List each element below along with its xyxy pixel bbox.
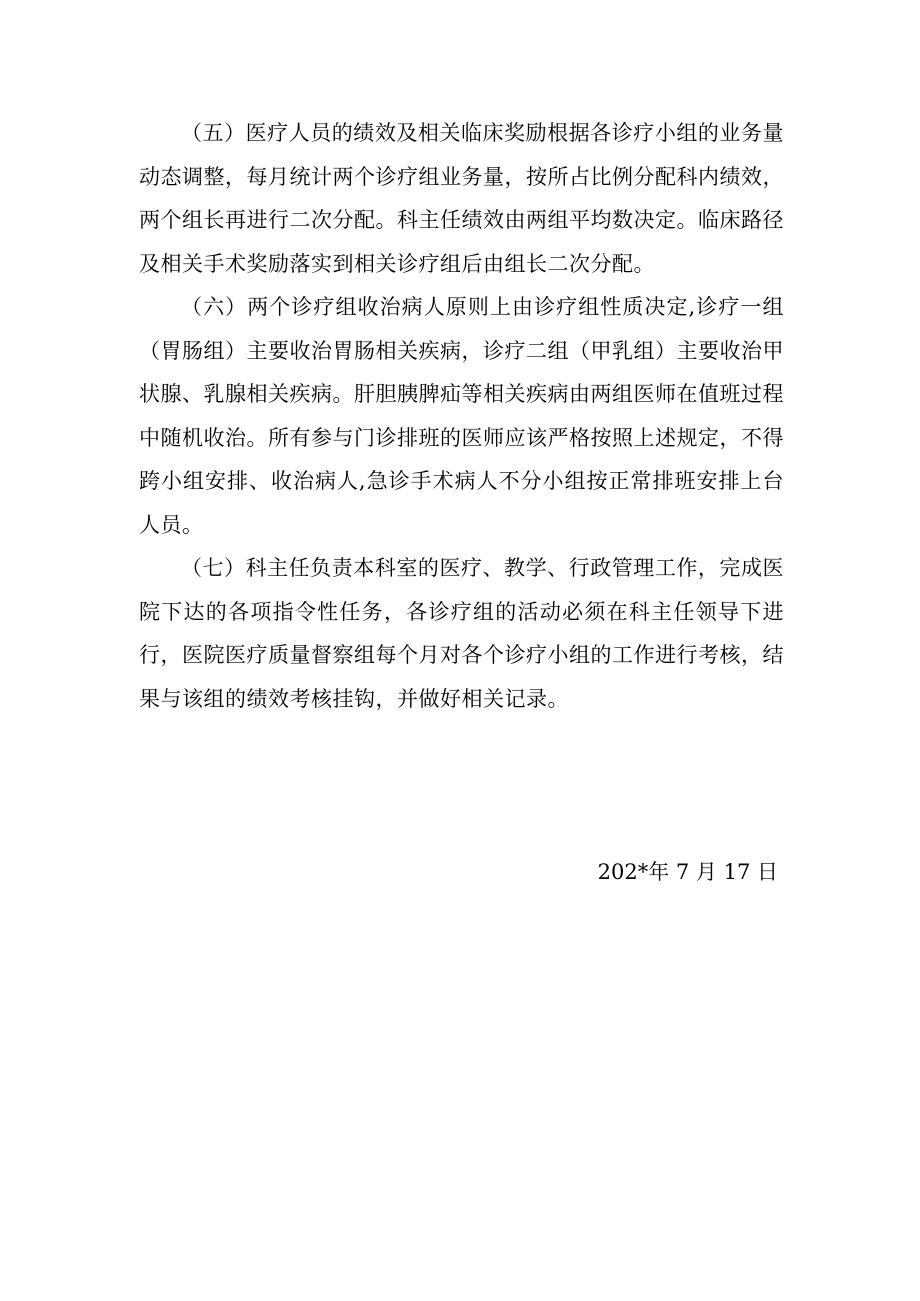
paragraph-five: （五）医疗人员的绩效及相关临床奖励根据各诊疗小组的业务量动态调整，每月统计两个诊疗组业务量，按所占比例分配科内绩效，两个组长再进行二次分配。科主任绩效由两组平均数决定。临床路径及相关手术奖励落实到相关诊疗组后由组长二次分配。	[139, 121, 784, 276]
document-date: 202*年 7 月 17 日	[597, 860, 778, 884]
paragraph-seven: （七）科主任负责本科室的医疗、教学、行政管理工作，完成医院下达的各项指令性任务，各诊疗组的活动必须在科主任领导下进行，医院医疗质量督察组每个月对各个诊疗小组的工作进行考核，结果与该组的绩效考核挂钩，并做好相关记录。	[139, 556, 784, 711]
document-body	[139, 112, 784, 721]
paragraph-six: （六）两个诊疗组收治病人原则上由诊疗组性质决定,诊疗一组（胃肠组）主要收治胃肠相关疾病，诊疗二组（甲乳组）主要收治甲状腺、乳腺相关疾病。肝胆胰脾疝等相关疾病由两组医师在值班过程中随机收治。所有参与门诊排班的医师应该严格按照上述规定，不得跨小组安排、收治病人,急诊手术病人不分小组按正常排班安排上台人员。	[139, 295, 784, 537]
